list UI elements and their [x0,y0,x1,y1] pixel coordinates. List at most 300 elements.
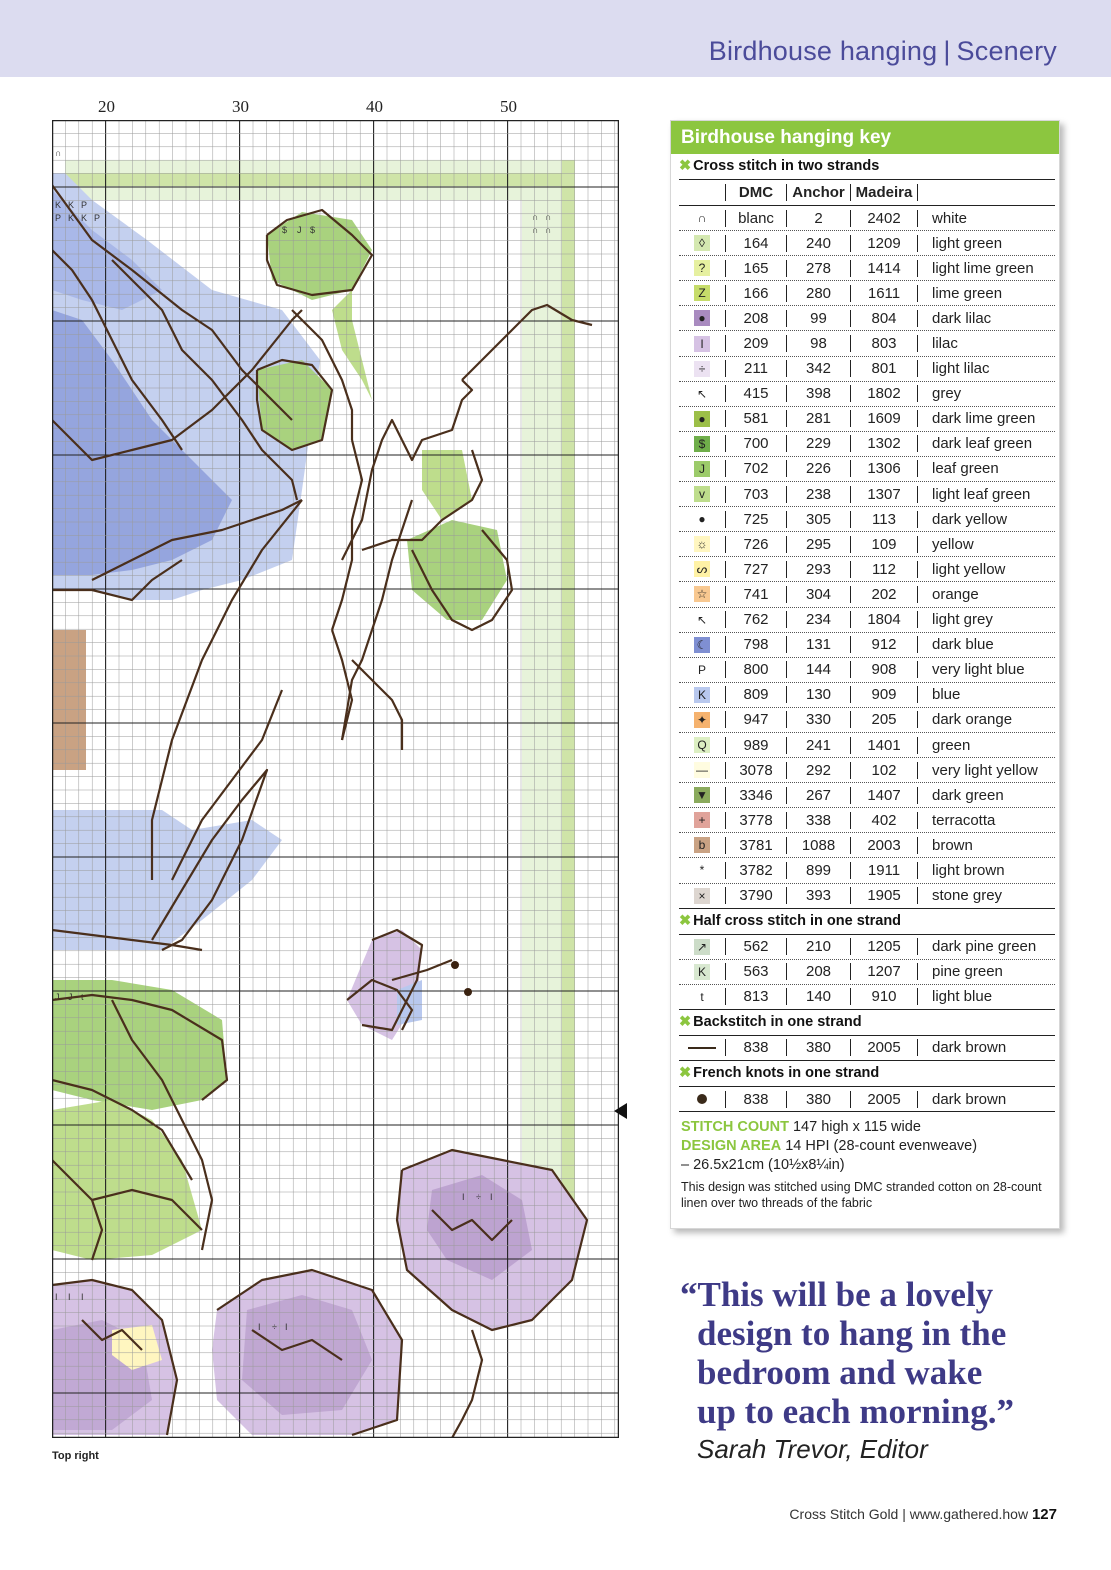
anchor-code: 398 [786,385,850,402]
dmc-code: 700 [725,435,786,452]
chart-caption: Top right [52,1450,99,1462]
madeira-code: 2005 [850,1039,917,1056]
anchor-code: 330 [786,711,850,728]
thread-swatch-icon: K [694,687,710,703]
header-section: Birdhouse hanging [708,36,938,66]
thread-swatch-icon: ☾ [694,637,710,653]
thread-name: terracotta [917,812,1055,829]
key-symbol-cell [679,687,725,703]
dmc-code: 563 [725,963,786,980]
key-column-header: DMC [725,184,786,201]
key-symbol-cell [679,939,725,955]
dmc-code: 3782 [725,862,786,879]
svg-text:P: P [81,200,88,210]
madeira-code: 804 [850,310,917,327]
key-row [679,306,1055,331]
svg-text:J: J [55,992,60,1002]
madeira-code: 202 [850,586,917,603]
thread-swatch-icon: K [694,964,710,980]
key-row [679,708,1055,733]
svg-text:÷: ÷ [476,1192,481,1202]
quote-line: bedroom and wake [697,1353,983,1392]
madeira-code: 2005 [850,1091,917,1108]
dmc-code: 800 [725,661,786,678]
key-row [679,833,1055,858]
svg-text:$: $ [310,225,316,235]
anchor-code: 208 [786,963,850,980]
thread-swatch-icon: — [696,763,708,778]
thread-name: white [917,210,1055,227]
key-symbol-cell [679,762,725,778]
thread-name: light green [917,235,1055,252]
thread-swatch-icon: Q [694,737,710,753]
thread-name: dark blue [917,636,1055,653]
dmc-code: 562 [725,938,786,955]
thread-name: dark brown [917,1039,1055,1056]
key-row [679,407,1055,432]
dmc-code: 3078 [725,762,786,779]
thread-swatch-icon: + [694,812,710,828]
madeira-code: 803 [850,335,917,352]
page-header-title [709,36,1057,67]
thread-name: blue [917,686,1055,703]
thread-name: lilac [917,335,1055,352]
thread-swatch-icon: ↖ [694,386,710,402]
dmc-code: 209 [725,335,786,352]
svg-text:P: P [55,213,62,223]
header-separator: | [943,36,951,66]
key-section-title [679,154,1055,180]
key-row [679,633,1055,658]
dmc-code: 581 [725,410,786,427]
design-note: This design was stitched using DMC stranded cotton on 28-count linen over two threads of the fabric [681,1180,1042,1211]
anchor-code: 240 [786,235,850,252]
key-row [679,960,1055,985]
thread-name: light leaf green [917,486,1055,503]
anchor-code: 393 [786,887,850,904]
section-bullet-icon: ✖ [679,1013,692,1030]
anchor-code: 1088 [786,837,850,854]
anchor-code: 292 [786,762,850,779]
thread-name: dark orange [917,711,1055,728]
madeira-code: 113 [850,511,917,528]
madeira-code: 1905 [850,887,917,904]
anchor-code: 380 [786,1091,850,1108]
madeira-code: 2003 [850,837,917,854]
dmc-code: 164 [725,235,786,252]
thread-swatch-icon: t [694,989,710,1005]
thread-swatch-icon: ✦ [694,712,710,728]
key-section-label: Half cross stitch in one strand [693,912,902,929]
thread-swatch-icon: ☼ [694,536,710,552]
anchor-code: 380 [786,1039,850,1056]
key-row [679,532,1055,557]
french-knot-icon [697,1094,707,1104]
svg-text:∩: ∩ [532,225,539,235]
madeira-code: 910 [850,988,917,1005]
key-symbol-cell [679,511,725,527]
key-symbol-cell [679,561,725,577]
chart-centre-arrow [614,1103,627,1119]
stitch-info [671,1112,1059,1211]
anchor-code: 342 [786,360,850,377]
madeira-code: 1611 [850,285,917,302]
key-row [679,432,1055,457]
dmc-code: 165 [725,260,786,277]
anchor-code: 238 [786,486,850,503]
key-section-label: Backstitch in one strand [693,1013,862,1030]
anchor-code: 229 [786,435,850,452]
thread-name: light yellow [917,561,1055,578]
dmc-code: 3781 [725,837,786,854]
thread-name: orange [917,586,1055,603]
quote-author: Sarah Trevor, Editor [697,1434,928,1464]
key-symbol-cell [679,436,725,452]
key-row [679,858,1055,883]
key-row [679,256,1055,281]
madeira-code: 1609 [850,410,917,427]
dmc-code: 813 [725,988,786,1005]
ruler-label-50: 50 [500,97,517,116]
svg-text:÷: ÷ [272,1322,277,1332]
svg-text:J: J [297,225,302,235]
key-symbol-cell [679,486,725,502]
dmc-code: 947 [725,711,786,728]
key-symbol-cell [679,1047,725,1049]
key-section-title [679,1061,1055,1087]
thread-swatch-icon: P [694,662,710,678]
dmc-code: 725 [725,511,786,528]
thread-swatch-icon: ● [694,411,710,427]
svg-text:K: K [55,200,62,210]
key-symbol-cell [679,837,725,853]
key-row [679,985,1055,1010]
key-header-row [679,180,1055,206]
anchor-code: 304 [786,586,850,603]
key-symbol-cell [679,787,725,803]
thread-name: green [917,737,1055,754]
anchor-code: 295 [786,536,850,553]
key-symbol-cell [679,888,725,904]
design-area-label: DESIGN AREA [681,1138,782,1155]
svg-text:P: P [94,213,101,223]
page-number: 127 [1031,1506,1057,1523]
thread-swatch-icon: × [694,888,710,904]
svg-text:I: I [68,1292,71,1302]
key-symbol-cell [679,586,725,602]
madeira-code: 1401 [850,737,917,754]
anchor-code: 241 [786,737,850,754]
svg-text:K: K [68,200,75,210]
svg-text:K: K [68,213,75,223]
anchor-code: 98 [786,335,850,352]
thread-name: light blue [917,988,1055,1005]
key-symbol-cell [679,662,725,678]
svg-text:I: I [462,1192,465,1202]
key-symbol-cell [679,260,725,276]
svg-text:∩: ∩ [532,212,539,222]
thread-name: light lime green [917,260,1055,277]
thread-swatch-icon: J [694,461,710,477]
svg-text:t: t [81,992,84,1002]
backstitch-line-icon [688,1047,716,1049]
header-category: Scenery [956,36,1057,66]
anchor-code: 234 [786,611,850,628]
thread-swatch-icon: ● [694,310,710,326]
key-panel [670,120,1060,1229]
key-row [679,482,1055,507]
thread-name: yellow [917,536,1055,553]
anchor-code: 210 [786,938,850,955]
dmc-code: 415 [725,385,786,402]
madeira-code: 1306 [850,460,917,477]
key-section-label: French knots in one strand [693,1065,880,1081]
key-row [679,733,1055,758]
section-bullet-icon: ✖ [679,1065,692,1081]
anchor-code: 338 [786,812,850,829]
dmc-code: 838 [725,1039,786,1056]
svg-text:$: $ [282,225,288,235]
dmc-code: 809 [725,686,786,703]
madeira-code: 1207 [850,963,917,980]
svg-text:∩: ∩ [545,212,552,222]
key-title: Birdhouse hanging key [671,121,1059,154]
key-row [679,331,1055,356]
anchor-code: 899 [786,862,850,879]
dmc-code: 741 [725,586,786,603]
dmc-code: 762 [725,611,786,628]
section-bullet-icon: ✖ [679,912,692,929]
svg-text:I: I [81,1292,84,1302]
key-row [679,935,1055,960]
thread-swatch-icon: ∩ [694,210,710,226]
anchor-code: 293 [786,561,850,578]
madeira-code: 1414 [850,260,917,277]
madeira-code: 102 [850,762,917,779]
pull-quote [680,1275,1014,1431]
key-symbol-cell [679,989,725,1005]
madeira-code: 112 [850,561,917,578]
anchor-code: 226 [786,460,850,477]
key-row [679,206,1055,231]
key-row [679,582,1055,607]
svg-text:∩: ∩ [55,148,62,158]
dmc-code: 702 [725,460,786,477]
madeira-code: 1407 [850,787,917,804]
ruler-label-30: 30 [232,97,249,116]
dmc-code: 726 [725,536,786,553]
quote-line: design to hang in the [697,1314,1007,1353]
key-row [679,658,1055,683]
dmc-code: 727 [725,561,786,578]
thread-swatch-icon: Z [694,285,710,301]
key-symbol-cell [679,461,725,477]
thread-name: very light blue [917,661,1055,678]
thread-name: very light yellow [917,762,1055,779]
dmc-code: 798 [725,636,786,653]
key-section-title [679,1010,1055,1036]
key-symbol-cell [679,336,725,352]
madeira-code: 1804 [850,611,917,628]
anchor-code: 305 [786,511,850,528]
thread-name: stone grey [917,887,1055,904]
anchor-code: 131 [786,636,850,653]
key-row [679,557,1055,582]
thread-name: grey [917,385,1055,402]
thread-swatch-icon: v [694,486,710,502]
page-footer: Cross Stitch Gold | www.gathered.how 127 [789,1506,1057,1523]
design-area-size: – 26.5x21cm (10½x8¼in) [681,1157,845,1174]
dmc-code: 3790 [725,887,786,904]
key-row [679,783,1055,808]
key-row [679,683,1055,708]
thread-name: light brown [917,862,1055,879]
key-symbol-cell [679,612,725,628]
thread-name: lime green [917,285,1055,302]
stitch-count: 147 high x 115 wide [792,1119,921,1136]
key-section-label: Cross stitch in two strands [693,158,880,174]
key-symbol-cell [679,411,725,427]
madeira-code: 1802 [850,385,917,402]
section-bullet-icon: ✖ [679,158,692,174]
madeira-code: 1911 [850,862,917,879]
thread-name: dark pine green [917,938,1055,955]
madeira-code: 1302 [850,435,917,452]
thread-swatch-icon: * [694,862,710,878]
thread-name: pine green [917,963,1055,980]
key-column-header: Anchor [786,184,850,201]
key-symbol-cell [679,386,725,402]
dmc-code: 208 [725,310,786,327]
footer-url[interactable]: www.gathered.how [909,1506,1029,1522]
key-symbol-cell [679,361,725,377]
key-symbol-cell [679,285,725,301]
madeira-code: 205 [850,711,917,728]
thread-swatch-icon: ↗ [694,939,710,955]
madeira-code: 801 [850,360,917,377]
madeira-code: 909 [850,686,917,703]
key-column-header: Madeira [850,184,918,201]
thread-swatch-icon: ᔕ [694,561,710,577]
svg-text:K: K [81,213,88,223]
thread-name: light grey [917,611,1055,628]
key-row [679,808,1055,833]
key-row [679,507,1055,532]
dmc-code: 211 [725,360,786,377]
key-row [679,758,1055,783]
key-symbol-cell [679,310,725,326]
anchor-code: 140 [786,988,850,1005]
key-row [679,281,1055,306]
thread-name: dark lilac [917,310,1055,327]
key-row [679,608,1055,633]
key-symbol-cell [679,235,725,251]
thread-name: leaf green [917,460,1055,477]
anchor-code: 144 [786,661,850,678]
key-row [679,457,1055,482]
quote-line: “This will be a lovely [680,1275,994,1314]
madeira-code: 908 [850,661,917,678]
key-row [679,231,1055,256]
design-area: 14 HPI (28-count evenweave) [785,1138,978,1155]
thread-name: brown [917,837,1055,854]
key-symbol-cell [679,712,725,728]
key-symbol-cell [679,862,725,878]
madeira-code: 1205 [850,938,917,955]
ruler-label-40: 40 [366,97,383,116]
dmc-code: 3346 [725,787,786,804]
stitch-count-label: STITCH COUNT [681,1119,789,1136]
dmc-code: 3778 [725,812,786,829]
thread-swatch-icon: ↖ [694,612,710,628]
key-symbol-cell [679,637,725,653]
key-symbol-cell [679,210,725,226]
madeira-code: 402 [850,812,917,829]
footer-magazine: Cross Stitch Gold [789,1506,899,1522]
thread-swatch-icon: ● [694,511,710,527]
key-row [679,1087,1055,1112]
stitch-chart [52,120,619,1438]
svg-text:I: I [55,1292,58,1302]
thread-swatch-icon: ☆ [694,586,710,602]
thread-swatch-icon: b [694,837,710,853]
svg-text:I: I [285,1322,288,1332]
quote-line: up to each morning.” [697,1392,1014,1431]
anchor-code: 267 [786,787,850,804]
madeira-code: 1209 [850,235,917,252]
thread-swatch-icon: ◊ [694,235,710,251]
key-symbol-cell [679,812,725,828]
svg-text:I: I [490,1192,493,1202]
key-row [679,1036,1055,1061]
key-symbol-cell [679,1094,725,1104]
ruler-label-20: 20 [98,97,115,116]
key-table [671,154,1059,1112]
madeira-code: 109 [850,536,917,553]
key-symbol-cell [679,536,725,552]
svg-text:J: J [68,992,73,1002]
anchor-code: 278 [786,260,850,277]
anchor-code: 99 [786,310,850,327]
anchor-code: 280 [786,285,850,302]
thread-name: dark lime green [917,410,1055,427]
dmc-code: 838 [725,1091,786,1108]
madeira-code: 912 [850,636,917,653]
thread-name: dark leaf green [917,435,1055,452]
key-symbol-cell [679,737,725,753]
thread-swatch-icon: ▼ [694,787,710,803]
anchor-code: 281 [786,410,850,427]
dmc-code: 989 [725,737,786,754]
thread-swatch-icon: $ [694,436,710,452]
thread-name: dark green [917,787,1055,804]
dmc-code: 703 [725,486,786,503]
dmc-code: 166 [725,285,786,302]
anchor-code: 2 [786,210,850,227]
key-row [679,357,1055,382]
header-band [0,0,1111,77]
thread-name: light lilac [917,360,1055,377]
dmc-code: blanc [725,210,786,227]
thread-name: dark yellow [917,511,1055,528]
thread-name: dark brown [917,1091,1055,1108]
key-row [679,884,1055,909]
svg-text:I: I [258,1322,261,1332]
key-section-title [679,909,1055,935]
madeira-code: 2402 [850,210,917,227]
thread-swatch-icon: ÷ [694,361,710,377]
thread-swatch-icon: I [694,336,710,352]
